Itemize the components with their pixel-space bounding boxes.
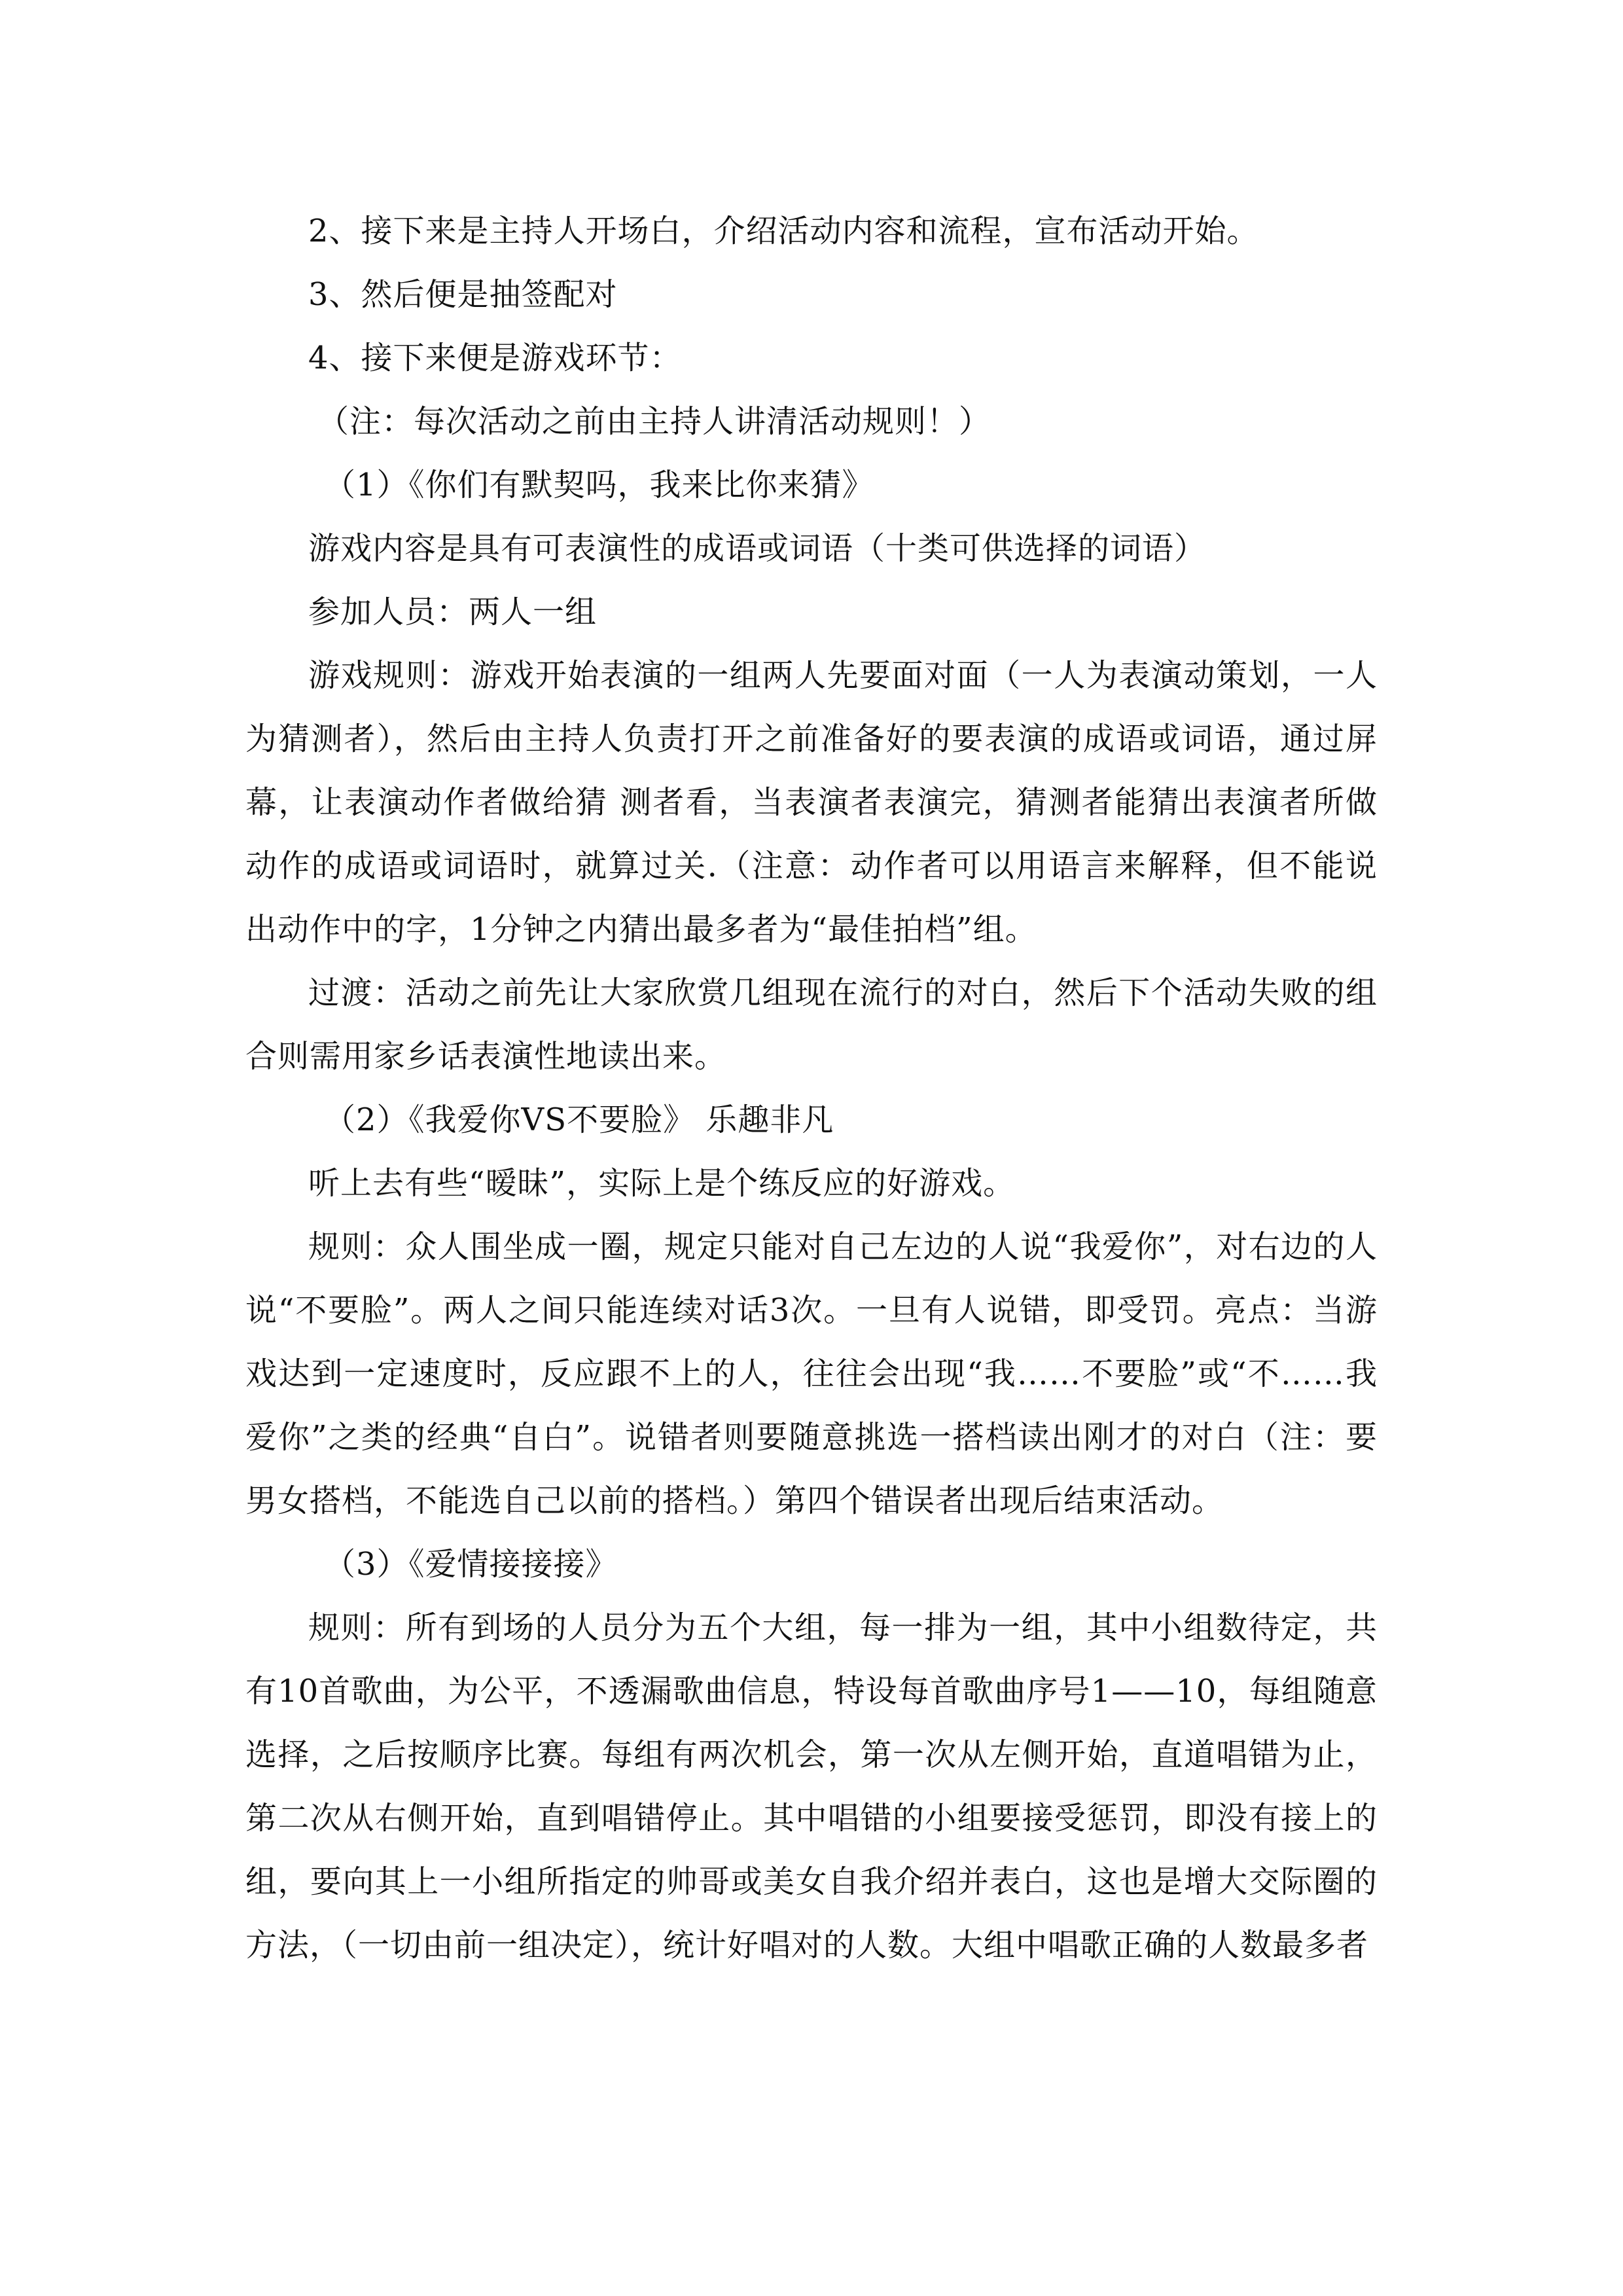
game-2-intro: 听上去有些“暧昧”，实际上是个练反应的好游戏。 — [308, 1165, 1016, 1202]
game-1-title: （1）《你们有默契吗，我来比你来猜》 — [324, 467, 874, 503]
paragraph-step-2: 2、接下来是主持人开场白，介绍活动内容和流程，宣布活动开始。 — [308, 213, 1259, 249]
game-1-content: 游戏内容是具有可表演性的成语或词语（十类可供选择的词语） — [308, 530, 1207, 567]
game-1-rules: 游戏规则：游戏开始表演的一组两人先要面对面（一人为表演动策划，一人为猜测者），然后由主持人负责打开之前准备好的要表演的成语或词语，通过屏幕，让表演动作者做给猜 测者看，当表演者表演完，猜测者能猜出表演者所做动作的成语或词语时，就算过关.（注意：动作者可以用语言来解释，但不能说出动作中的字，1分钟之内猜出最多者为“最佳拍档”组。 — [245, 657, 1378, 948]
document-body — [245, 200, 1378, 1977]
game-2-title: （2）《我爱你VS不要脸》 乐趣非凡 — [324, 1102, 834, 1138]
game-3-title: （3）《爱情接接接》 — [324, 1546, 618, 1583]
game-3-rules: 规则：所有到场的人员分为五个大组，每一排为一组，其中小组数待定，共有10首歌曲，为公平，不透漏歌曲信息，特设每首歌曲序号1——10，每组随意选择，之后按顺序比赛。每组有两次机会，第一次从左侧开始，直道唱错为止，第二次从右侧开始，直到唱错停止。其中唱错的小组要接受惩罚，即没有接上的组，要向其上一小组所指定的帅哥或美女自我介绍并表白，这也是增大交际圈的方法，（一切由前一组决定），统计好唱对的人数。大组中唱歌正确的人数最多者 — [245, 1609, 1378, 1964]
paragraph-step-3: 3、然后便是抽签配对 — [308, 276, 618, 313]
game-1-participants: 参加人员：两人一组 — [308, 594, 597, 630]
game-2-rules: 规则：众人围坐成一圈，规定只能对自己左边的人说“我爱你”，对右边的人说“不要脸”。两人之间只能连续对话3次。一旦有人说错，即受罚。亮点：当游戏达到一定速度时，反应跟不上的人，往往会出现“我……不要脸”或“不……我爱你”之类的经典“自白”。说错者则要随意挑选一搭档读出刚才的对白（注：要男女搭档，不能选自己以前的搭档。）第四个错误者出现后结束活动。 — [245, 1229, 1378, 1519]
paragraph-step-4: 4、接下来便是游戏环节： — [308, 340, 682, 376]
paragraph-note: （注：每次活动之前由主持人讲清活动规则！） — [317, 403, 991, 440]
transition-paragraph: 过渡：活动之前先让大家欣赏几组现在流行的对白，然后下个活动失败的组合则需用家乡话表演性地读出来。 — [245, 975, 1378, 1075]
